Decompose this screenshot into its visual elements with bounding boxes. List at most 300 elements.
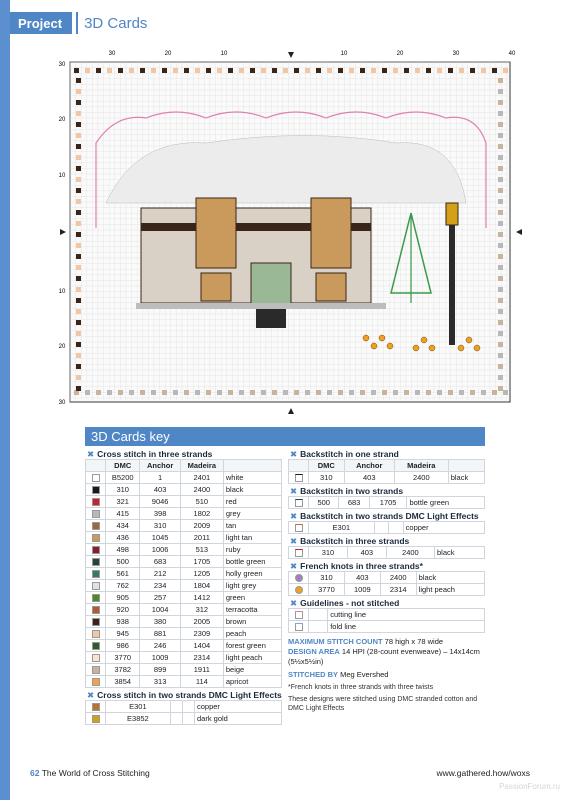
anchor-code: 1006 bbox=[140, 544, 180, 556]
cross-swatch-icon bbox=[92, 678, 100, 686]
madeira-code: 2400 bbox=[386, 547, 434, 559]
dmc-code: 321 bbox=[106, 496, 140, 508]
border-stitch bbox=[195, 68, 200, 73]
key-row bbox=[289, 547, 485, 559]
anchor-code: 257 bbox=[140, 592, 180, 604]
border-stitch bbox=[76, 78, 81, 83]
border-stitch bbox=[459, 68, 464, 73]
cross-swatch-icon bbox=[92, 474, 100, 482]
key-row bbox=[86, 652, 282, 664]
border-stitch bbox=[206, 68, 211, 73]
border-stitch bbox=[349, 68, 354, 73]
gold-knot bbox=[363, 335, 369, 341]
key-row bbox=[86, 604, 282, 616]
border-stitch bbox=[448, 390, 453, 395]
madeira-code: 2314 bbox=[180, 652, 223, 664]
guide-line-icon bbox=[295, 623, 303, 631]
border-stitch bbox=[327, 68, 332, 73]
thread-swatch bbox=[86, 616, 106, 628]
border-stitch bbox=[76, 177, 81, 182]
border-stitch bbox=[492, 390, 497, 395]
left-tick-label: 30 bbox=[58, 400, 66, 406]
thread-name: dark gold bbox=[194, 713, 281, 725]
border-stitch bbox=[498, 232, 503, 237]
dmc-code: 3770 bbox=[309, 584, 345, 596]
border-stitch bbox=[76, 375, 81, 380]
border-stitch bbox=[129, 68, 134, 73]
guide-line-icon bbox=[295, 611, 303, 619]
knot-swatch-icon bbox=[295, 574, 303, 582]
anchor-code: 1045 bbox=[140, 532, 180, 544]
key-row bbox=[86, 508, 282, 520]
back-two-light-table bbox=[288, 521, 485, 534]
border-stitch bbox=[498, 309, 503, 314]
top-tick-label: 30 bbox=[452, 51, 460, 57]
thread-swatch bbox=[86, 592, 106, 604]
back-two-table bbox=[288, 496, 485, 509]
border-stitch bbox=[459, 390, 464, 395]
thread-name: forest green bbox=[223, 640, 281, 652]
border-stitch bbox=[498, 199, 503, 204]
border-stitch bbox=[503, 68, 508, 73]
dmc-code: 986 bbox=[106, 640, 140, 652]
tower-left bbox=[196, 198, 236, 268]
border-stitch bbox=[498, 210, 503, 215]
gold-knot bbox=[413, 345, 419, 351]
madeira-code: 1705 bbox=[180, 556, 223, 568]
key-title: 3D Cards key bbox=[85, 427, 485, 446]
border-stitch bbox=[261, 68, 266, 73]
madeira-code: 2400 bbox=[394, 472, 448, 484]
top-tick-label: 20 bbox=[164, 51, 172, 57]
border-stitch bbox=[184, 68, 189, 73]
border-stitch bbox=[228, 390, 233, 395]
border-stitch bbox=[272, 68, 277, 73]
thread-swatch bbox=[86, 472, 106, 484]
cross-icon: ✖ bbox=[87, 690, 95, 701]
key-row bbox=[86, 713, 282, 725]
gold-knot bbox=[458, 345, 464, 351]
border-stitch bbox=[492, 68, 497, 73]
thread-swatch bbox=[289, 522, 309, 534]
border-stitch bbox=[382, 68, 387, 73]
cross-swatch-icon bbox=[92, 570, 100, 578]
border-stitch bbox=[305, 390, 310, 395]
border-stitch bbox=[283, 390, 288, 395]
anchor-code: 246 bbox=[140, 640, 180, 652]
dmc-code: 905 bbox=[106, 592, 140, 604]
border-stitch bbox=[76, 287, 81, 292]
border-stitch bbox=[76, 265, 81, 270]
key-row bbox=[86, 701, 282, 713]
anchor-code: 1004 bbox=[140, 604, 180, 616]
top-tick-label: 40 bbox=[508, 51, 516, 57]
top-tick-label: 20 bbox=[396, 51, 404, 57]
border-stitch bbox=[498, 254, 503, 259]
gold-knot bbox=[421, 337, 427, 343]
cross-icon: ✖ bbox=[290, 561, 298, 572]
border-stitch bbox=[470, 390, 475, 395]
anchor-code: 380 bbox=[140, 616, 180, 628]
border-stitch bbox=[498, 364, 503, 369]
section-guides: ✖ Guidelines - not stitched bbox=[290, 598, 400, 609]
border-stitch bbox=[316, 68, 321, 73]
thread-name: peach bbox=[223, 628, 281, 640]
key-row bbox=[86, 520, 282, 532]
thread-swatch bbox=[86, 701, 106, 713]
border-stitch bbox=[360, 390, 365, 395]
madeira-code: 2400 bbox=[180, 484, 223, 496]
border-stitch bbox=[393, 68, 398, 73]
thread-name: terracotta bbox=[223, 604, 281, 616]
cross-swatch-icon bbox=[92, 666, 100, 674]
anchor-code: 1009 bbox=[344, 584, 380, 596]
border-stitch bbox=[76, 243, 81, 248]
line-swatch-icon bbox=[295, 549, 303, 557]
border-stitch bbox=[498, 375, 503, 380]
cross-swatch-icon bbox=[92, 558, 100, 566]
key-row bbox=[86, 556, 282, 568]
border-stitch bbox=[360, 68, 365, 73]
border-stitch bbox=[437, 68, 442, 73]
border-stitch bbox=[76, 320, 81, 325]
border-stitch bbox=[481, 68, 486, 73]
border-stitch bbox=[140, 390, 145, 395]
dmc-code: 3854 bbox=[106, 676, 140, 688]
anchor-code: 9046 bbox=[140, 496, 180, 508]
cross-swatch-icon bbox=[92, 703, 100, 711]
border-stitch bbox=[415, 68, 420, 73]
section-back-two: ✖ Backstitch in two strands bbox=[290, 486, 404, 497]
border-stitch bbox=[498, 100, 503, 105]
railing bbox=[136, 303, 386, 309]
key-row bbox=[86, 544, 282, 556]
border-stitch bbox=[76, 221, 81, 226]
border-stitch bbox=[239, 68, 244, 73]
dmc-code: E301 bbox=[309, 522, 375, 534]
madeira-code: 1205 bbox=[180, 568, 223, 580]
key-row bbox=[86, 640, 282, 652]
border-stitch bbox=[371, 390, 376, 395]
border-stitch bbox=[76, 122, 81, 127]
page-header bbox=[10, 12, 147, 34]
gold-knot bbox=[429, 345, 435, 351]
cross-swatch-icon bbox=[92, 582, 100, 590]
thread-name: grey bbox=[223, 508, 281, 520]
thread-name: black bbox=[416, 572, 484, 584]
madeira-code: 114 bbox=[180, 676, 223, 688]
cross-icon: ✖ bbox=[290, 598, 298, 609]
cross-full-table: DMC Anchor Madeira B5200 1 2401 white 310 403 2400 black 321 9046 510 red 415 398 1802 grey 434 310 2009 tan 436 1045 2011 light tan 498 1006 513 ruby 500 683 1705 bottle green 561 212 1205 holly green 762 234 1804 light grey 905 257 1412 green 920 1004 312 terracotta 938 380 2005 brown 945 881 2309 peach 986 246 1404 forest green 3770 1009 2314 light peach 3782 899 1911 beige 3854 313 114 apricot bbox=[85, 459, 282, 688]
key-row bbox=[86, 568, 282, 580]
key-row bbox=[86, 628, 282, 640]
section-cross-light: ✖ Cross stitch in two strands DMC Light Effects bbox=[87, 690, 282, 701]
border-stitch bbox=[349, 390, 354, 395]
knot-swatch-icon bbox=[295, 586, 303, 594]
madeira-code: 2314 bbox=[380, 584, 416, 596]
cross-icon: ✖ bbox=[290, 486, 298, 497]
border-stitch bbox=[76, 100, 81, 105]
thread-swatch bbox=[86, 496, 106, 508]
left-tick-label: 20 bbox=[58, 344, 66, 350]
thread-swatch bbox=[86, 640, 106, 652]
border-stitch bbox=[76, 309, 81, 314]
border-stitch bbox=[250, 68, 255, 73]
thread-swatch bbox=[86, 580, 106, 592]
cross-icon: ✖ bbox=[290, 536, 298, 547]
header-divider bbox=[76, 12, 78, 34]
dmc-code: 436 bbox=[106, 532, 140, 544]
arch-garden bbox=[251, 263, 291, 308]
materials-note: These designs were stitched using DMC stranded cotton and DMC Light Effects bbox=[288, 696, 478, 713]
cross-light-table bbox=[85, 700, 282, 725]
window-left bbox=[201, 273, 231, 301]
dmc-code: 310 bbox=[309, 572, 345, 584]
madeira-code: 1705 bbox=[369, 497, 407, 509]
border-stitch bbox=[76, 199, 81, 204]
thread-name: green bbox=[223, 592, 281, 604]
madeira-code: 1911 bbox=[180, 664, 223, 676]
lamp-head bbox=[446, 203, 458, 225]
chart-canvas bbox=[56, 48, 526, 418]
french-knot-note: *French knots in three strands with three twists bbox=[288, 684, 434, 692]
border-stitch bbox=[316, 390, 321, 395]
cross-swatch-icon bbox=[92, 546, 100, 554]
thread-name: light grey bbox=[223, 580, 281, 592]
thread-name: red bbox=[223, 496, 281, 508]
border-stitch bbox=[498, 320, 503, 325]
border-stitch bbox=[76, 331, 81, 336]
french-table bbox=[288, 571, 485, 596]
footer-url[interactable]: www.gathered.how/woxs bbox=[436, 768, 530, 778]
thread-name: tan bbox=[223, 520, 281, 532]
madeira-code: 510 bbox=[180, 496, 223, 508]
thread-swatch bbox=[86, 508, 106, 520]
border-stitch bbox=[404, 68, 409, 73]
back-three-table bbox=[288, 546, 485, 559]
border-stitch bbox=[239, 390, 244, 395]
anchor-code: 403 bbox=[140, 484, 180, 496]
thread-swatch bbox=[86, 652, 106, 664]
anchor-code: 212 bbox=[140, 568, 180, 580]
border-stitch bbox=[498, 188, 503, 193]
thread-name: black bbox=[434, 547, 484, 559]
border-stitch bbox=[76, 133, 81, 138]
dmc-code: E3852 bbox=[106, 713, 171, 725]
thread-name: white bbox=[223, 472, 281, 484]
madeira-code: 312 bbox=[180, 604, 223, 616]
anchor-code: 683 bbox=[339, 497, 369, 509]
guide-swatch bbox=[289, 609, 309, 621]
page-title: 3D Cards bbox=[84, 14, 148, 32]
cross-swatch-icon bbox=[92, 594, 100, 602]
dmc-code: 498 bbox=[106, 544, 140, 556]
magazine-name: The World of Cross Stitching bbox=[41, 768, 150, 778]
madeira-code: 513 bbox=[180, 544, 223, 556]
anchor-code: 881 bbox=[140, 628, 180, 640]
border-stitch bbox=[76, 155, 81, 160]
border-stitch bbox=[426, 390, 431, 395]
empty-cell bbox=[309, 609, 328, 621]
thread-name: black bbox=[448, 472, 484, 484]
cross-swatch-icon bbox=[92, 618, 100, 626]
design-info bbox=[288, 637, 485, 680]
dmc-code: 938 bbox=[106, 616, 140, 628]
border-stitch bbox=[404, 390, 409, 395]
border-stitch bbox=[206, 390, 211, 395]
thread-name: ruby bbox=[223, 544, 281, 556]
madeira-code bbox=[182, 701, 194, 713]
border-stitch bbox=[498, 155, 503, 160]
window-right bbox=[316, 273, 346, 301]
border-stitch bbox=[162, 390, 167, 395]
border-stitch bbox=[393, 390, 398, 395]
border-stitch bbox=[498, 111, 503, 116]
page-edge-bar bbox=[0, 0, 10, 800]
border-stitch bbox=[498, 353, 503, 358]
section-cross-full: ✖ Cross stitch in three strands bbox=[87, 449, 213, 459]
thread-name: brown bbox=[223, 616, 281, 628]
center-marker-top bbox=[288, 52, 294, 58]
border-stitch bbox=[228, 68, 233, 73]
border-stitch bbox=[107, 390, 112, 395]
thread-name: holly green bbox=[223, 568, 281, 580]
thread-swatch bbox=[86, 676, 106, 688]
dmc-code: 945 bbox=[106, 628, 140, 640]
lamp-post bbox=[449, 225, 455, 345]
border-stitch bbox=[437, 390, 442, 395]
anchor-code: 398 bbox=[140, 508, 180, 520]
border-stitch bbox=[498, 243, 503, 248]
madeira-code: 2401 bbox=[180, 472, 223, 484]
border-stitch bbox=[498, 276, 503, 281]
key-row bbox=[86, 484, 282, 496]
thread-swatch bbox=[86, 604, 106, 616]
cross-swatch-icon bbox=[92, 510, 100, 518]
thread-name: apricot bbox=[223, 676, 281, 688]
gate bbox=[256, 308, 286, 328]
cross-stitch-chart bbox=[56, 48, 526, 418]
section-french: ✖ French knots in three strands* bbox=[290, 561, 423, 572]
dmc-code: 920 bbox=[106, 604, 140, 616]
key-row bbox=[86, 496, 282, 508]
cross-swatch-icon bbox=[92, 498, 100, 506]
top-tick-label: 10 bbox=[220, 51, 228, 57]
border-stitch bbox=[470, 68, 475, 73]
thread-swatch bbox=[86, 664, 106, 676]
border-stitch bbox=[448, 68, 453, 73]
gold-knot bbox=[371, 343, 377, 349]
gold-knot bbox=[387, 343, 393, 349]
thread-swatch bbox=[289, 472, 309, 484]
thread-swatch bbox=[289, 547, 309, 559]
empty-cell bbox=[309, 621, 328, 633]
border-stitch bbox=[498, 133, 503, 138]
border-stitch bbox=[76, 111, 81, 116]
border-stitch bbox=[76, 364, 81, 369]
border-stitch bbox=[294, 68, 299, 73]
dmc-code: 310 bbox=[106, 484, 140, 496]
guides-table bbox=[288, 608, 485, 633]
thread-name: black bbox=[223, 484, 281, 496]
cross-swatch-icon bbox=[92, 654, 100, 662]
thread-swatch bbox=[289, 584, 309, 596]
border-stitch bbox=[498, 287, 503, 292]
madeira-code: 2009 bbox=[180, 520, 223, 532]
border-stitch bbox=[76, 298, 81, 303]
cross-swatch-icon bbox=[92, 606, 100, 614]
anchor-code: 1 bbox=[140, 472, 180, 484]
madeira-code: 2309 bbox=[180, 628, 223, 640]
anchor-code: 899 bbox=[140, 664, 180, 676]
thread-name: beige bbox=[223, 664, 281, 676]
border-stitch bbox=[338, 390, 343, 395]
section-back-two-light: ✖ Backstitch in two strands DMC Light Effects bbox=[290, 511, 479, 522]
page-number: 62 bbox=[30, 768, 40, 778]
madeira-code: 1404 bbox=[180, 640, 223, 652]
border-stitch bbox=[371, 68, 376, 73]
anchor-code: 313 bbox=[140, 676, 180, 688]
border-stitch bbox=[76, 166, 81, 171]
center-marker-bottom bbox=[288, 408, 294, 414]
key-left-column bbox=[85, 447, 282, 725]
key-row bbox=[289, 584, 485, 596]
thread-name: copper bbox=[403, 522, 484, 534]
dmc-code: B5200 bbox=[106, 472, 140, 484]
left-tick-label: 10 bbox=[58, 173, 66, 179]
border-stitch bbox=[327, 390, 332, 395]
thread-name: light peach bbox=[223, 652, 281, 664]
border-stitch bbox=[76, 232, 81, 237]
border-stitch bbox=[173, 68, 178, 73]
border-stitch bbox=[261, 390, 266, 395]
thread-swatch bbox=[86, 568, 106, 580]
dmc-code: 762 bbox=[106, 580, 140, 592]
dmc-code: 561 bbox=[106, 568, 140, 580]
madeira-code: 2400 bbox=[380, 572, 416, 584]
border-stitch bbox=[498, 342, 503, 347]
border-stitch bbox=[96, 390, 101, 395]
line-swatch-icon bbox=[295, 499, 303, 507]
cross-icon: ✖ bbox=[290, 511, 298, 522]
border-stitch bbox=[151, 390, 156, 395]
border-stitch bbox=[85, 68, 90, 73]
border-stitch bbox=[498, 89, 503, 94]
thread-swatch bbox=[86, 556, 106, 568]
left-tick-label: 20 bbox=[58, 117, 66, 123]
section-back-one: ✖ Backstitch in one strand bbox=[290, 449, 399, 459]
thread-name: copper bbox=[194, 701, 281, 713]
border-stitch bbox=[294, 390, 299, 395]
guide-name: cutting line bbox=[328, 609, 485, 621]
border-stitch bbox=[426, 68, 431, 73]
left-tick-label: 10 bbox=[58, 289, 66, 295]
border-stitch bbox=[76, 254, 81, 259]
thread-name: bottle green bbox=[407, 497, 485, 509]
border-stitch bbox=[498, 221, 503, 226]
border-stitch bbox=[250, 390, 255, 395]
key-row bbox=[289, 572, 485, 584]
thread-name: light tan bbox=[223, 532, 281, 544]
dmc-code: 310 bbox=[309, 547, 348, 559]
design-area: DESIGN AREA 14 HPI (28-count evenweave) – 14x14cm (5½x5½in) bbox=[288, 647, 480, 667]
stitched-by: STITCHED BY Meg Evershed bbox=[288, 670, 389, 680]
madeira-code: 1412 bbox=[180, 592, 223, 604]
dmc-code: 434 bbox=[106, 520, 140, 532]
tower-right bbox=[311, 198, 351, 268]
border-stitch bbox=[283, 68, 288, 73]
border-stitch bbox=[162, 68, 167, 73]
